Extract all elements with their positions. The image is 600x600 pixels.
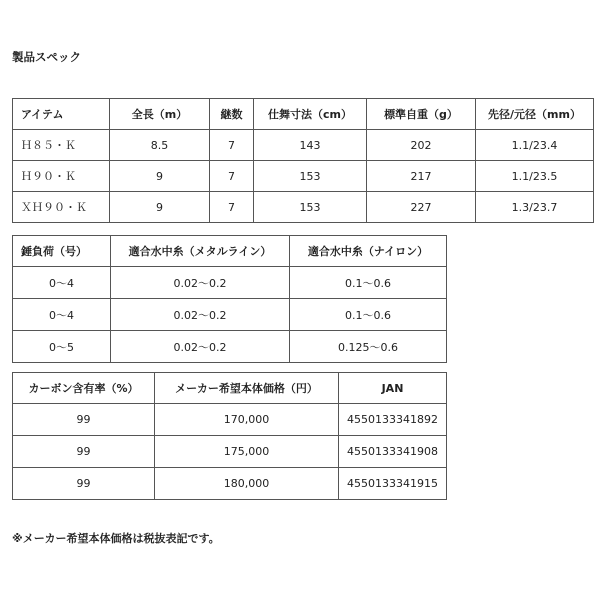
cell-tip-butt-diameter: 1.1/23.4	[476, 130, 594, 161]
cell-nylon-line: 0.1〜0.6	[290, 267, 447, 299]
cell-item: Ｈ８５・Ｋ	[13, 130, 110, 161]
cell-closed-length: 153	[254, 192, 367, 223]
cell-carbon-content: 99	[13, 404, 155, 436]
cell-closed-length: 153	[254, 161, 367, 192]
header-tip-butt-diameter: 先径/元径（mm）	[476, 99, 594, 130]
cell-metal-line: 0.02〜0.2	[111, 331, 290, 363]
header-jan: JAN	[339, 373, 447, 404]
table-header-row	[13, 236, 447, 267]
table-row	[13, 468, 447, 500]
table-header-row	[13, 99, 594, 130]
cell-nylon-line: 0.125〜0.6	[290, 331, 447, 363]
cell-carbon-content: 99	[13, 436, 155, 468]
header-sinker-load: 錘負荷（号）	[13, 236, 111, 267]
page-title: 製品スペック	[12, 50, 81, 64]
spec-table-price	[12, 372, 447, 500]
table-row	[13, 404, 447, 436]
cell-price: 175,000	[155, 436, 339, 468]
cell-jan: 4550133341892	[339, 404, 447, 436]
table-row	[13, 436, 447, 468]
table-row	[13, 161, 594, 192]
table-header-row	[13, 373, 447, 404]
cell-length: 9	[110, 161, 210, 192]
header-item: アイテム	[13, 99, 110, 130]
cell-item: Ｈ９０・Ｋ	[13, 161, 110, 192]
cell-closed-length: 143	[254, 130, 367, 161]
cell-weight: 227	[367, 192, 476, 223]
spec-table-lines	[12, 235, 447, 363]
price-footnote: ※メーカー希望本体価格は税抜表記です。	[12, 532, 220, 545]
cell-sinker-load: 0〜4	[13, 267, 111, 299]
cell-metal-line: 0.02〜0.2	[111, 267, 290, 299]
header-length: 全長（m）	[110, 99, 210, 130]
cell-jan: 4550133341915	[339, 468, 447, 500]
cell-jan: 4550133341908	[339, 436, 447, 468]
cell-carbon-content: 99	[13, 468, 155, 500]
cell-metal-line: 0.02〜0.2	[111, 299, 290, 331]
header-weight: 標準自重（g）	[367, 99, 476, 130]
table-row	[13, 192, 594, 223]
cell-sections: 7	[210, 161, 254, 192]
spec-table-items	[12, 98, 594, 223]
table-row	[13, 299, 447, 331]
cell-nylon-line: 0.1〜0.6	[290, 299, 447, 331]
table-row	[13, 267, 447, 299]
cell-length: 9	[110, 192, 210, 223]
cell-sections: 7	[210, 192, 254, 223]
table-row	[13, 130, 594, 161]
cell-tip-butt-diameter: 1.1/23.5	[476, 161, 594, 192]
header-nylon-line: 適合水中糸（ナイロン）	[290, 236, 447, 267]
cell-price: 180,000	[155, 468, 339, 500]
table-row	[13, 331, 447, 363]
cell-tip-butt-diameter: 1.3/23.7	[476, 192, 594, 223]
header-price: メーカー希望本体価格（円）	[155, 373, 339, 404]
cell-sinker-load: 0〜5	[13, 331, 111, 363]
header-carbon-content: カーボン含有率（%）	[13, 373, 155, 404]
cell-length: 8.5	[110, 130, 210, 161]
cell-weight: 217	[367, 161, 476, 192]
cell-weight: 202	[367, 130, 476, 161]
cell-price: 170,000	[155, 404, 339, 436]
cell-sections: 7	[210, 130, 254, 161]
header-sections: 継数	[210, 99, 254, 130]
header-metal-line: 適合水中糸（メタルライン）	[111, 236, 290, 267]
cell-item: ＸＨ９０・Ｋ	[13, 192, 110, 223]
header-closed-length: 仕舞寸法（cm）	[254, 99, 367, 130]
cell-sinker-load: 0〜4	[13, 299, 111, 331]
